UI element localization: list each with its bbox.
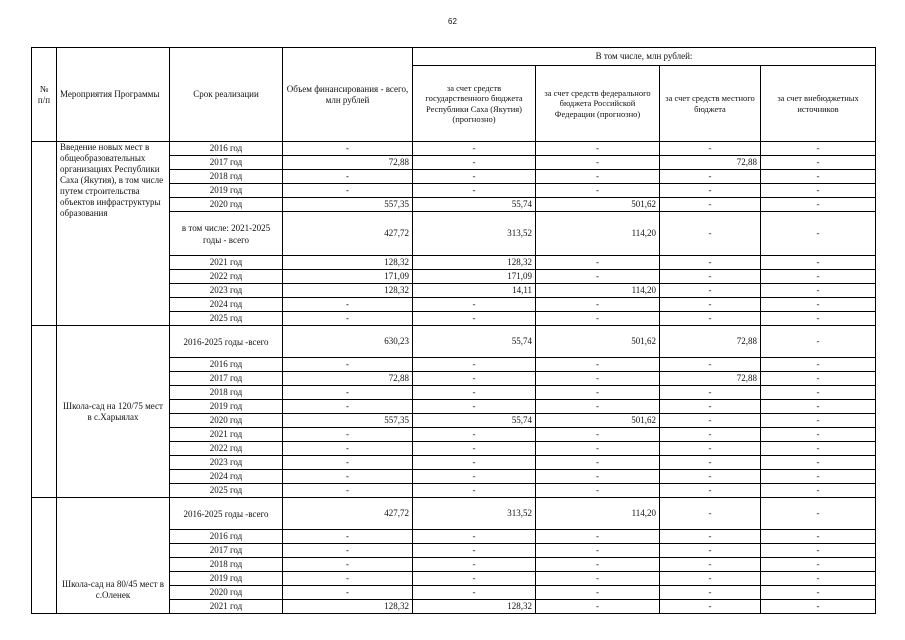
period-cell: 2017 год [170,372,283,386]
local-budget-cell: - [660,284,761,298]
period-cell: 2022 год [170,270,283,284]
local-budget-cell: - [660,456,761,470]
extrabudgetary-cell: - [761,586,876,600]
extrabudgetary-cell: - [761,470,876,484]
state-budget-cell: - [413,170,536,184]
header-number: № п/п [32,48,57,142]
state-budget-cell: - [413,572,536,586]
page-number: 62 [448,17,457,26]
extrabudgetary-cell: - [761,212,876,256]
federal-budget-cell: - [536,530,660,544]
financing-table [31,47,876,614]
total-cell: 630,23 [283,326,413,358]
total-cell: - [283,312,413,326]
total-cell: - [283,530,413,544]
federal-budget-cell: 501,62 [536,414,660,428]
federal-budget-cell: - [536,372,660,386]
header-local-budget: за счет средств местного бюджета [660,66,761,142]
state-budget-cell: - [413,386,536,400]
federal-budget-cell: - [536,142,660,156]
period-cell: 2019 год [170,400,283,414]
federal-budget-cell: - [536,456,660,470]
total-cell: 427,72 [283,498,413,530]
period-cell: 2020 год [170,586,283,600]
federal-budget-cell: - [536,256,660,270]
total-cell: - [283,456,413,470]
local-budget-cell: 72,88 [660,156,761,170]
extrabudgetary-cell: - [761,142,876,156]
table-body [32,142,876,614]
table-row [32,498,876,530]
period-cell: 2017 год [170,544,283,558]
state-budget-cell: - [413,456,536,470]
period-cell: 2021 год [170,428,283,442]
local-budget-cell: - [660,414,761,428]
state-budget-cell: - [413,530,536,544]
extrabudgetary-cell: - [761,442,876,456]
period-cell: 2019 год [170,184,283,198]
period-cell: 2016 год [170,530,283,544]
extrabudgetary-cell: - [761,372,876,386]
local-budget-cell: - [660,558,761,572]
period-cell: 2023 год [170,284,283,298]
total-cell: - [283,170,413,184]
local-budget-cell: - [660,142,761,156]
federal-budget-cell: 114,20 [536,498,660,530]
extrabudgetary-cell: - [761,498,876,530]
period-cell: 2016 год [170,358,283,372]
federal-budget-cell: - [536,428,660,442]
total-cell: - [283,544,413,558]
table-row [32,142,876,156]
header-federal-budget: за счет средств федерального бюджета Российской Федерации (прогнозно) [536,66,660,142]
state-budget-cell: 128,32 [413,256,536,270]
extrabudgetary-cell: - [761,414,876,428]
state-budget-cell: - [413,358,536,372]
federal-budget-cell: - [536,484,660,498]
period-cell: 2021 год [170,256,283,270]
header-state-budget: за счет средств государственного бюджета Республики Саха (Якутия) (прогнозно) [413,66,536,142]
state-budget-cell: - [413,586,536,600]
state-budget-cell: - [413,484,536,498]
extrabudgetary-cell: - [761,284,876,298]
local-budget-cell: - [660,498,761,530]
federal-budget-cell: - [536,156,660,170]
federal-budget-cell: - [536,312,660,326]
state-budget-cell: 313,52 [413,212,536,256]
period-cell: 2016 год [170,142,283,156]
extrabudgetary-cell: - [761,572,876,586]
state-budget-cell: - [413,428,536,442]
period-cell: 2019 год [170,572,283,586]
local-budget-cell: - [660,270,761,284]
state-budget-cell: - [413,544,536,558]
total-cell: 128,32 [283,600,413,614]
extrabudgetary-cell: - [761,456,876,470]
period-cell: 2021 год [170,600,283,614]
extrabudgetary-cell: - [761,358,876,372]
header-period: Срок реализации [170,48,283,142]
extrabudgetary-cell: - [761,484,876,498]
extrabudgetary-cell: - [761,256,876,270]
row-number-cell [32,326,57,498]
state-budget-cell: 55,74 [413,326,536,358]
period-cell: 2024 год [170,470,283,484]
federal-budget-cell: - [536,442,660,456]
state-budget-cell: - [413,156,536,170]
header-total: Объем финансирования - всего, млн рублей [283,48,413,142]
state-budget-cell: 55,74 [413,414,536,428]
measure-name: Школа-сад на 120/75 мест в с.Харыялах [57,326,170,498]
federal-budget-cell: - [536,400,660,414]
extrabudgetary-cell: - [761,558,876,572]
total-cell: - [283,142,413,156]
total-cell: 171,09 [283,270,413,284]
local-budget-cell: - [660,212,761,256]
federal-budget-cell: - [536,358,660,372]
total-cell: - [283,572,413,586]
total-cell: - [283,470,413,484]
measure-name: Школа-сад на 80/45 мест в с.Оленек [57,498,170,614]
state-budget-cell: - [413,142,536,156]
local-budget-cell: - [660,428,761,442]
extrabudgetary-cell: - [761,156,876,170]
header-measures: Мероприятия Программы [57,48,170,142]
federal-budget-cell: 114,20 [536,284,660,298]
extrabudgetary-cell: - [761,386,876,400]
total-cell: - [283,586,413,600]
local-budget-cell: - [660,470,761,484]
local-budget-cell: - [660,170,761,184]
state-budget-cell: - [413,184,536,198]
federal-budget-cell: 501,62 [536,326,660,358]
federal-budget-cell: - [536,386,660,400]
total-cell: 427,72 [283,212,413,256]
federal-budget-cell: - [536,558,660,572]
federal-budget-cell: 114,20 [536,212,660,256]
total-cell: - [283,298,413,312]
extrabudgetary-cell: - [761,270,876,284]
total-cell: - [283,442,413,456]
extrabudgetary-cell: - [761,298,876,312]
local-budget-cell: - [660,256,761,270]
extrabudgetary-cell: - [761,326,876,358]
local-budget-cell: - [660,572,761,586]
state-budget-cell: 128,32 [413,600,536,614]
total-cell: - [283,484,413,498]
state-budget-cell: - [413,558,536,572]
state-budget-cell: - [413,298,536,312]
extrabudgetary-cell: - [761,544,876,558]
extrabudgetary-cell: - [761,198,876,212]
state-budget-cell: - [413,470,536,484]
extrabudgetary-cell: - [761,312,876,326]
period-cell: 2020 год [170,414,283,428]
total-cell: - [283,428,413,442]
state-budget-cell: - [413,400,536,414]
total-cell: - [283,558,413,572]
federal-budget-cell: - [536,170,660,184]
row-number-cell [32,142,57,326]
total-cell: 557,35 [283,198,413,212]
table-row [32,326,876,358]
period-cell: 2017 год [170,156,283,170]
measure-name: Введение новых мест в общеобразовательных организациях Республики Саха (Якутия), в том числе путем строительства объектов инфраструктуры образования [57,142,170,326]
state-budget-cell: - [413,442,536,456]
period-cell: 2018 год [170,386,283,400]
state-budget-cell: - [413,312,536,326]
period-cell: 2024 год [170,298,283,312]
period-cell: 2020 год [170,198,283,212]
period-cell: 2025 год [170,312,283,326]
period-cell: 2016-2025 годы -всего [170,326,283,358]
local-budget-cell: - [660,484,761,498]
federal-budget-cell: 501,62 [536,198,660,212]
extrabudgetary-cell: - [761,600,876,614]
total-cell: - [283,184,413,198]
header-extrabudgetary: за счет внебюджетных источников [761,66,876,142]
local-budget-cell: - [660,600,761,614]
period-cell: в том числе: 2021-2025 годы - всего [170,212,283,256]
state-budget-cell: 313,52 [413,498,536,530]
state-budget-cell: 14,11 [413,284,536,298]
total-cell: - [283,400,413,414]
local-budget-cell: - [660,184,761,198]
period-cell: 2016-2025 годы -всего [170,498,283,530]
local-budget-cell: - [660,544,761,558]
local-budget-cell: - [660,298,761,312]
federal-budget-cell: - [536,586,660,600]
header-including: В том числе, млн рублей: [413,48,876,66]
table-header [32,48,876,142]
total-cell: 557,35 [283,414,413,428]
local-budget-cell: - [660,358,761,372]
period-cell: 2022 год [170,442,283,456]
local-budget-cell: 72,88 [660,326,761,358]
extrabudgetary-cell: - [761,170,876,184]
period-cell: 2023 год [170,456,283,470]
local-budget-cell: 72,88 [660,372,761,386]
local-budget-cell: - [660,198,761,212]
total-cell: - [283,386,413,400]
extrabudgetary-cell: - [761,530,876,544]
federal-budget-cell: - [536,572,660,586]
extrabudgetary-cell: - [761,428,876,442]
period-cell: 2018 год [170,170,283,184]
row-number-cell [32,498,57,614]
state-budget-cell: - [413,372,536,386]
local-budget-cell: - [660,312,761,326]
federal-budget-cell: - [536,470,660,484]
local-budget-cell: - [660,530,761,544]
local-budget-cell: - [660,386,761,400]
federal-budget-cell: - [536,270,660,284]
extrabudgetary-cell: - [761,184,876,198]
state-budget-cell: 171,09 [413,270,536,284]
local-budget-cell: - [660,442,761,456]
total-cell: 72,88 [283,372,413,386]
period-cell: 2025 год [170,484,283,498]
local-budget-cell: - [660,586,761,600]
federal-budget-cell: - [536,184,660,198]
period-cell: 2018 год [170,558,283,572]
extrabudgetary-cell: - [761,400,876,414]
total-cell: 72,88 [283,156,413,170]
federal-budget-cell: - [536,544,660,558]
federal-budget-cell: - [536,298,660,312]
state-budget-cell: 55,74 [413,198,536,212]
total-cell: - [283,358,413,372]
federal-budget-cell: - [536,600,660,614]
total-cell: 128,32 [283,256,413,270]
local-budget-cell: - [660,400,761,414]
total-cell: 128,32 [283,284,413,298]
